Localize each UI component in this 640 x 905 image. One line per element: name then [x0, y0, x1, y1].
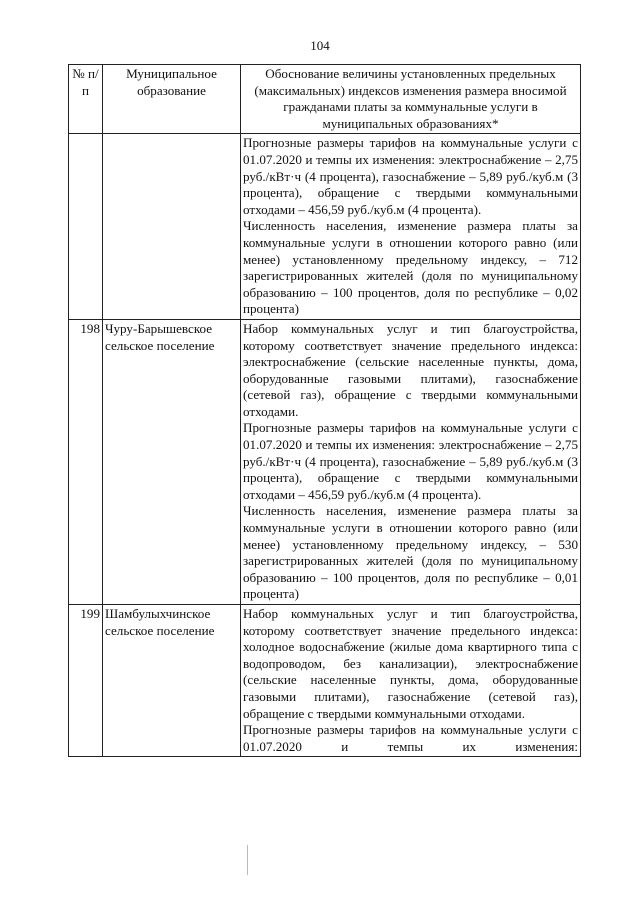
header-municipality: Муниципальное образование: [103, 65, 241, 134]
paragraph: Прогнозные размеры тарифов на коммунальные услуги с 01.07.2020 и темпы их изменения: электроснабжение – 2,75 руб./кВт·ч (4 процента), газоснабжение – 5,89 руб./куб.м (3 процента), обращение с твердыми коммунальными отходами – 456,59 руб./куб.м (4 процента).: [243, 135, 578, 217]
row-num: 199: [69, 605, 103, 757]
row-justification: [241, 319, 581, 604]
paragraph: Набор коммунальных услуг и тип благоустройства, которому соответствует значение предельного индекса: холодное водоснабжение (жилые дома квартирного типа с водопроводом, без канализации), электроснабжение (сельские населенные пункты, дома, оборудованные газовыми плитами), газоснабжение (сетевой газ), обращение с твердыми коммунальными отходами.: [243, 606, 578, 721]
table-row: [69, 319, 581, 604]
row-municipality: Шамбулыхчинское сельское поселение: [103, 605, 241, 757]
row-justification: [241, 605, 581, 757]
row-num: [69, 134, 103, 320]
row-municipality: Чуру-Барышевское сельское поселение: [103, 319, 241, 604]
row-justification: [241, 134, 581, 320]
table-header-row: [69, 65, 581, 134]
scan-artifact-line: [247, 845, 248, 875]
header-num: № п/п: [69, 65, 103, 134]
page-number: 104: [310, 38, 330, 53]
paragraph: Численность населения, изменение размера платы за коммунальные услуги в отношении которого равно (или менее) установленному предельному индексу, – 712 зарегистрированных жителей (доля по муниципальному образованию – 100 процентов, доля по республике – 0,02 процента): [243, 218, 578, 317]
row-num: 198: [69, 319, 103, 604]
paragraph: Численность населения, изменение размера платы за коммунальные услуги в отношении которого равно (или менее) установленному предельному индексу, – 530 зарегистрированных жителей (доля по муниципальному образованию – 100 процентов, доля по республике – 0,01 процента): [243, 503, 578, 602]
table-row: [69, 134, 581, 320]
paragraph: Прогнозные размеры тарифов на коммунальные услуги с 01.07.2020 и темпы их изменения:: [243, 722, 578, 754]
municipal-index-table: [68, 64, 581, 757]
paragraph: Набор коммунальных услуг и тип благоустройства, которому соответствует значение предельного индекса: электроснабжение (сельские населенные пункты, дома, оборудованные газовыми плитами), газоснабжение (сетевой газ), обращение с твердыми коммунальными отходами.: [243, 320, 578, 419]
row-municipality: [103, 134, 241, 320]
header-justification: Обоснование величины установленных предельных (максимальных) индексов изменения размера вносимой гражданами платы за коммунальные услуги в муниципальных образованиях*: [241, 65, 581, 134]
paragraph: Прогнозные размеры тарифов на коммунальные услуги с 01.07.2020 и темпы их изменения: электроснабжение – 2,75 руб./кВт·ч (4 процента), газоснабжение – 5,89 руб./куб.м (3 процента), обращение с твердыми коммунальными отходами – 456,59 руб./куб.м (4 процента).: [243, 420, 578, 502]
table-row: [69, 605, 581, 757]
